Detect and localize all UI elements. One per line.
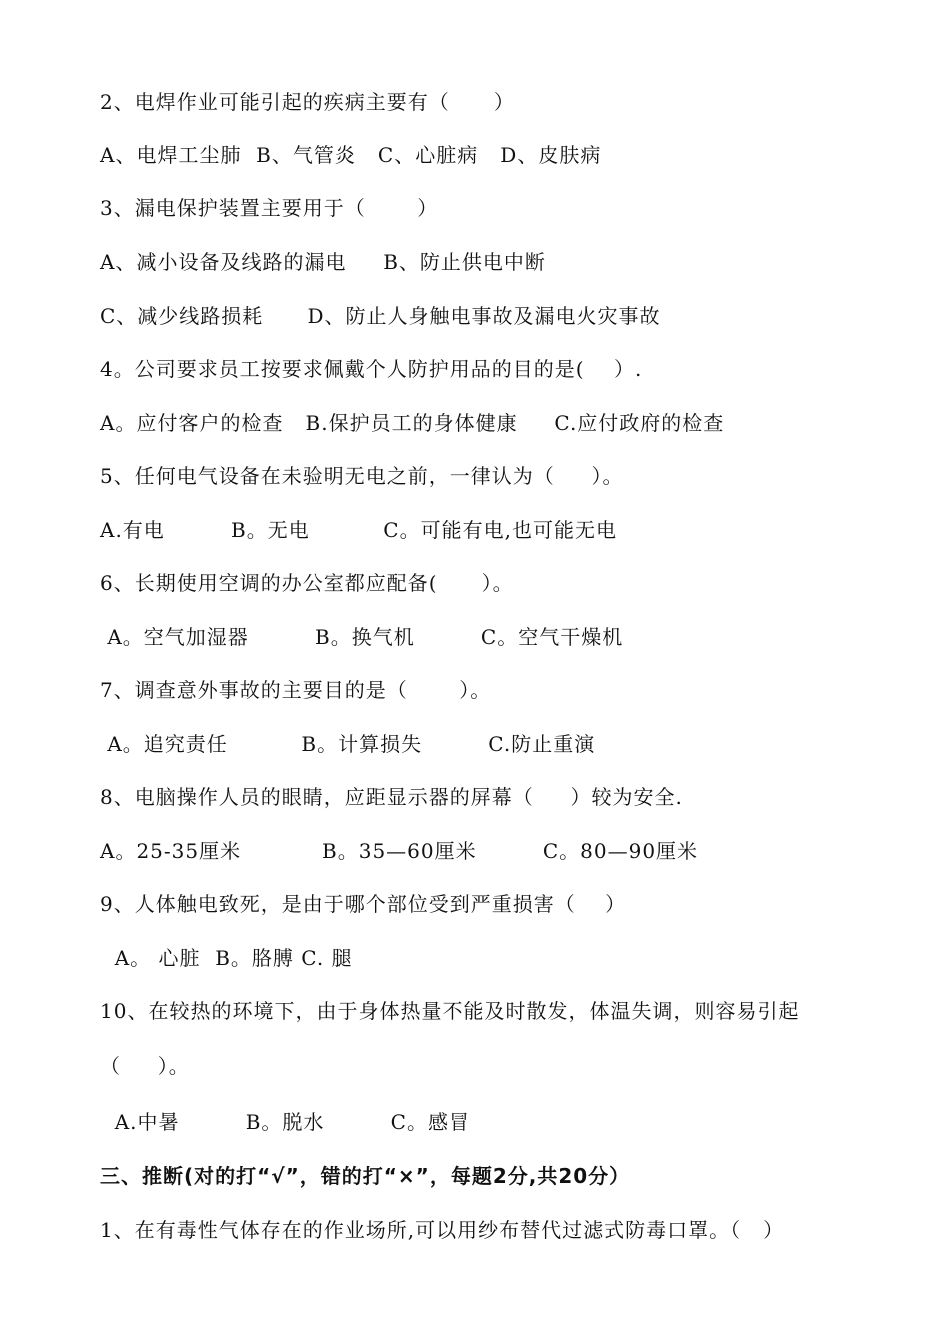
question-10-blank: （ ）。	[100, 1054, 190, 1078]
question-4: 4。公司要求员工按要求佩戴个人防护用品的目的是( ）.	[100, 357, 643, 381]
question-2: 2、电焊作业可能引起的疾病主要有（ ）	[100, 90, 515, 114]
question-9: 9、人体触电致死，是由于哪个部位受到严重损害（ ）	[100, 892, 627, 916]
section-3-heading: 三、推断(对的打“√”，错的打“×”，每题2分,共20分）	[100, 1164, 631, 1188]
question-5-options: A.有电 B。无电 C。可能有电,也可能无电	[100, 518, 617, 542]
question-4-options: A。应付客户的检查 B.保护员工的身体健康 C.应付政府的检查	[100, 411, 725, 435]
question-7-options: A。追究责任 B。计算损失 C.防止重演	[100, 732, 596, 756]
question-7: 7、调查意外事故的主要目的是（ ）。	[100, 678, 492, 702]
question-8-options: A。25-35厘米 B。35—60厘米 C。80—90厘米	[100, 839, 699, 863]
question-6-options: A。空气加湿器 B。换气机 C。空气干燥机	[100, 625, 624, 649]
question-5: 5、任何电气设备在未验明无电之前，一律认为（ ）。	[100, 464, 624, 488]
question-6: 6、长期使用空调的办公室都应配备( ）。	[100, 571, 514, 595]
question-9-options: A。 心脏 B。胳膊 C. 腿	[100, 946, 353, 970]
judgement-1: 1、在有毒性气体存在的作业场所,可以用纱布替代过滤式防毒口罩。（ ）	[100, 1218, 785, 1242]
question-10: 10、在较热的环境下，由于身体热量不能及时散发，体温失调，则容易引起	[100, 999, 800, 1023]
question-2-options: A、电焊工尘肺 B、气管炎 C、心脏病 D、皮肤病	[100, 143, 602, 167]
question-3: 3、漏电保护装置主要用于（ ）	[100, 196, 439, 220]
question-10-options: A.中暑 B。脱水 C。感冒	[100, 1110, 470, 1134]
question-3-options-cd: C、减少线路损耗 D、防止人身触电事故及漏电火灾事故	[100, 304, 661, 328]
question-8: 8、电脑操作人员的眼睛，应距显示器的屏幕（ ）较为安全.	[100, 785, 683, 809]
question-3-options-ab: A、减小设备及线路的漏电 B、防止供电中断	[100, 250, 546, 274]
